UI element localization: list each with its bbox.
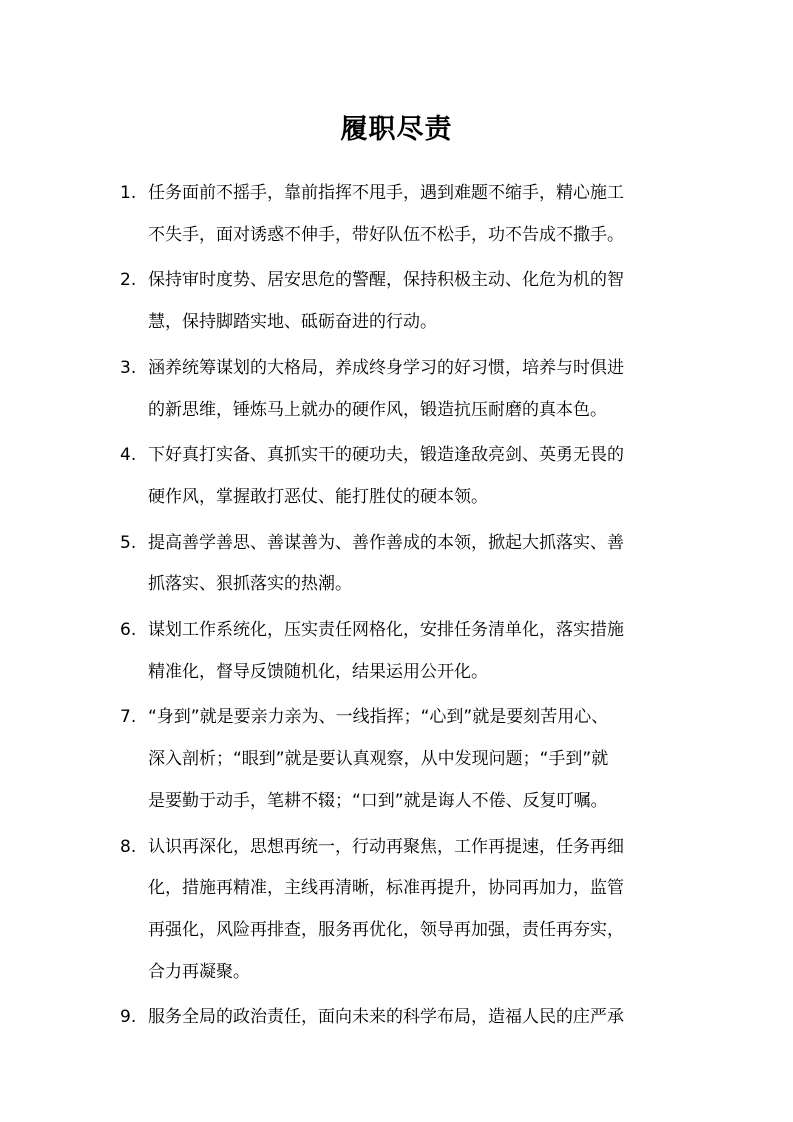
text-line: 再强化，风险再排查，服务再优化，领导再加强，责任再夯实， (148, 919, 624, 940)
item-text (148, 260, 680, 343)
item-text (148, 348, 680, 431)
text-line: 不失手，面对诱惑不伸手，带好队伍不松手，功不告成不撒手。 (148, 224, 624, 245)
text-line: 任务面前不摇手，靠前指挥不甩手，遇到难题不缩手，精心施工 (148, 183, 624, 203)
text-line: 化，措施再精准，主线再清晰，标准再提升，协同再加力，监管 (148, 878, 624, 899)
list-item (120, 697, 680, 822)
item-number: 1. (120, 183, 137, 203)
item-text (148, 697, 680, 822)
text-line: 谋划工作系统化，压实责任网格化，安排任务清单化，落实措施 (148, 620, 624, 641)
list-item (120, 260, 680, 343)
item-number: 3. (120, 357, 137, 378)
text-line: 认识再深化，思想再统一，行动再聚焦，工作再提速，任务再细 (148, 836, 624, 857)
item-text (148, 523, 680, 606)
text-line: 抓落实、狠抓落实的热潮。 (148, 574, 352, 595)
text-line: 慧，保持脚踏实地、砥砺奋进的行动。 (148, 312, 437, 333)
text-line: 涵养统筹谋划的大格局，养成终身学习的好习惯，培养与时俱进 (148, 357, 624, 378)
item-text (148, 610, 680, 693)
list-item (120, 997, 680, 1039)
item-number: 8. (120, 836, 137, 857)
list-item (120, 348, 680, 431)
item-number: 5. (120, 532, 137, 553)
item-number: 2. (120, 270, 137, 291)
text-line: 合力再凝聚。 (148, 961, 250, 982)
text-line: “身到”就是要亲力亲为、一线指挥；“心到”就是要刻苦用心、 (148, 707, 609, 728)
item-text (148, 173, 680, 256)
document-title: 履职尽责 (340, 114, 453, 145)
list-item (120, 435, 680, 518)
text-line: 的新思维，锤炼马上就办的硬作风，锻造抗压耐磨的真本色。 (148, 399, 607, 420)
text-line: 硬作风，掌握敢打恶仗、能打胜仗的硬本领。 (148, 486, 488, 507)
item-number: 4. (120, 445, 137, 466)
text-line: 服务全局的政治责任，面向未来的科学布局，造福人民的庄严承 (148, 1007, 624, 1028)
text-line: 提高善学善思、善谋善为、善作善成的本领，掀起大抓落实、善 (148, 532, 624, 553)
numbered-list (120, 173, 680, 1043)
text-line: 保持审时度势、居安思危的警醒，保持积极主动、化危为机的智 (148, 270, 624, 291)
item-number: 7. (120, 707, 137, 728)
item-text (148, 997, 680, 1039)
text-line: 是要勤于动手，笔耕不辍；“口到”就是诲人不倦、反复叮嘱。 (148, 790, 608, 811)
item-text (148, 435, 680, 518)
text-line: 精准化，督导反馈随机化，结果运用公开化。 (148, 661, 488, 682)
text-line: 下好真打实备、真抓实干的硬功夫，锻造逢敌亮剑、英勇无畏的 (148, 445, 624, 466)
list-item (120, 827, 680, 994)
list-item (120, 173, 680, 256)
text-line: 深入剖析；“眼到”就是要认真观察，从中发现问题；“手到”就 (148, 749, 609, 770)
item-number: 9. (120, 1007, 137, 1028)
list-item (120, 610, 680, 693)
item-text (148, 827, 680, 994)
list-item (120, 523, 680, 606)
item-number: 6. (120, 620, 137, 641)
